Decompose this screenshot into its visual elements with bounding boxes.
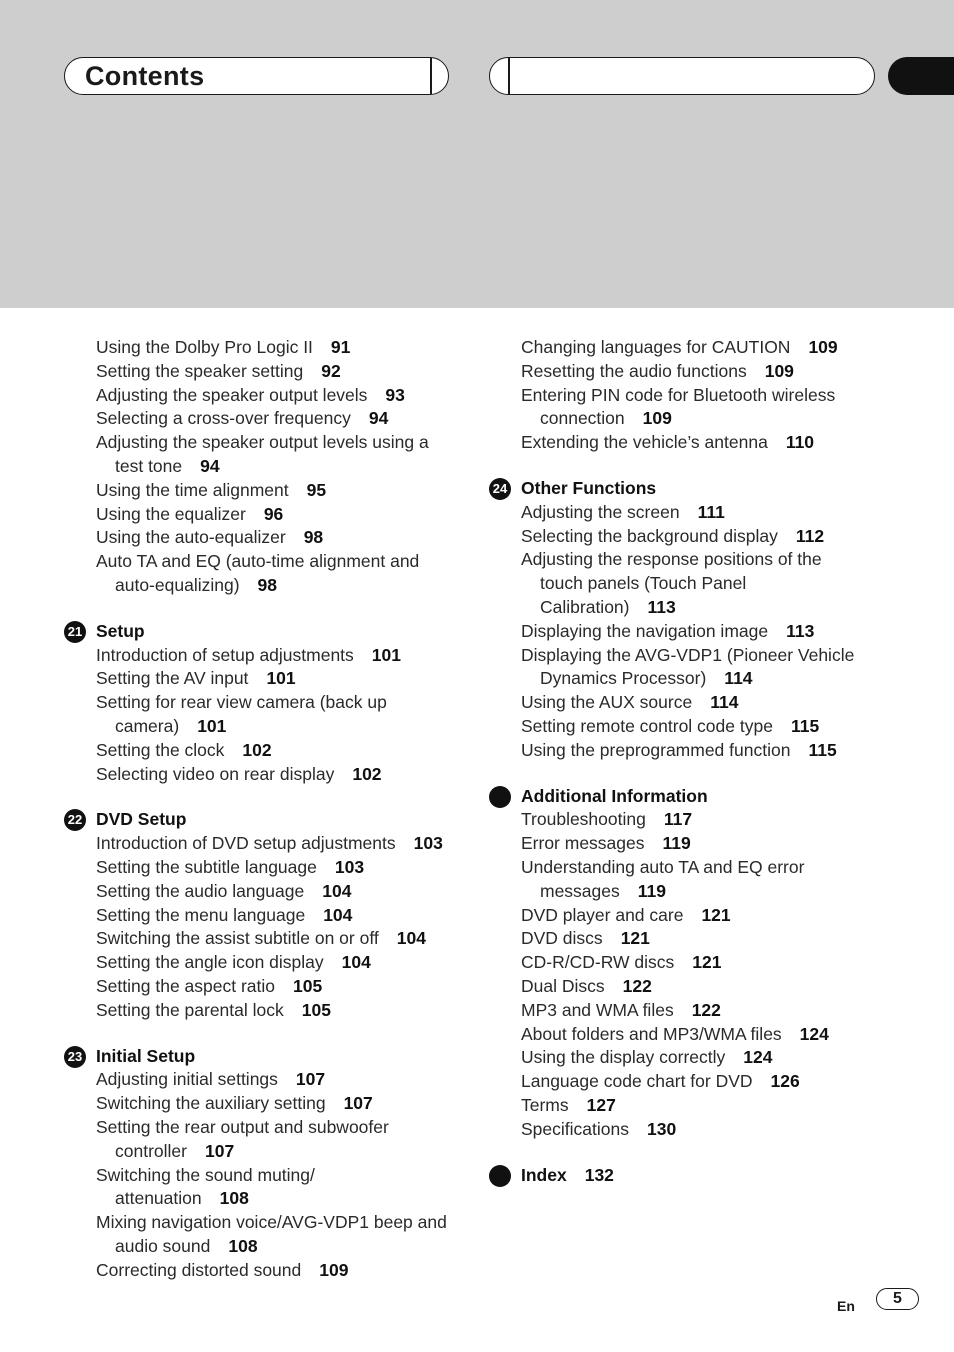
- toc-page-number: 109: [319, 1259, 349, 1280]
- toc-page-number: 121: [692, 952, 722, 973]
- toc-page-number: 107: [295, 1069, 326, 1090]
- toc-entry-continuation: [521, 596, 889, 620]
- toc-entry-text: Adjusting the speaker output levels using a: [96, 432, 429, 453]
- toc-entry[interactable]: [96, 927, 464, 951]
- toc-entry-continuation-text: camera): [115, 715, 180, 736]
- toc-entry[interactable]: [96, 1164, 464, 1212]
- toc-entry-text: Setting the speaker setting: [96, 360, 304, 381]
- toc-entry-text: Using the preprogrammed function: [521, 739, 791, 760]
- toc-page-number: 91: [330, 337, 351, 357]
- toc-right-column: [489, 336, 889, 1187]
- chapter-heading[interactable]: [67, 620, 464, 644]
- toc-entry[interactable]: [521, 856, 889, 904]
- toc-entry-text: Switching the assist subtitle on or off: [96, 928, 379, 949]
- toc-page-number: 109: [642, 408, 672, 429]
- toc-entry[interactable]: [521, 739, 889, 763]
- toc-entry[interactable]: [96, 503, 464, 527]
- chapter-heading[interactable]: [67, 808, 464, 832]
- toc-entry-text: Setting the parental lock: [96, 999, 284, 1020]
- toc-entry-text: Setting the AV input: [96, 668, 249, 689]
- toc-page-number: 108: [219, 1188, 249, 1209]
- toc-entry-text: Adjusting the response positions of the: [521, 549, 822, 570]
- toc-entry[interactable]: [96, 384, 464, 408]
- toc-entry-continuation: [521, 407, 889, 431]
- chapter-title: Setup: [96, 620, 145, 641]
- toc-page-number: 103: [413, 833, 443, 854]
- toc-page-number: 113: [786, 620, 815, 641]
- toc-page-number: 98: [303, 527, 324, 548]
- toc-entry-text: Using the Dolby Pro Logic II: [96, 337, 313, 357]
- toc-entry[interactable]: [521, 951, 889, 975]
- toc-page-number: 92: [321, 360, 341, 381]
- chapter-heading[interactable]: [492, 477, 889, 501]
- toc-page-number: 94: [368, 408, 389, 429]
- chapter-title: Additional Information: [521, 785, 708, 806]
- footer-language: En: [837, 1298, 855, 1314]
- toc-page-number: 124: [799, 1023, 829, 1044]
- toc-page-number: 101: [197, 715, 227, 736]
- toc-page-number: 114: [724, 668, 753, 689]
- toc-entry-text: Understanding auto TA and EQ error: [521, 856, 805, 877]
- toc-entry[interactable]: [521, 548, 889, 619]
- toc-entry-continuation-text: touch panels (Touch Panel: [540, 573, 747, 594]
- chapter-title: Initial Setup: [96, 1045, 196, 1066]
- section-box-divider: [508, 58, 510, 94]
- toc-page-number: 93: [385, 384, 405, 405]
- toc-entry-continuation: [96, 574, 464, 598]
- toc-entry-text: Adjusting the speaker output levels: [96, 384, 368, 405]
- toc-page-number: 126: [770, 1071, 800, 1092]
- toc-entry[interactable]: [521, 691, 889, 715]
- toc-page-number: 119: [637, 880, 666, 901]
- toc-entry[interactable]: [96, 526, 464, 550]
- toc-entry-continuation-text: controller: [115, 1140, 187, 1161]
- toc-entry[interactable]: [96, 1092, 464, 1116]
- toc-entry-text: CD-R/CD-RW discs: [521, 952, 675, 973]
- toc-page-number: 127: [586, 1094, 616, 1115]
- toc-entry[interactable]: [521, 384, 889, 432]
- toc-entry-text: Using the time alignment: [96, 479, 289, 500]
- chapter-number-badge: [489, 786, 511, 808]
- chapter-title: Other Functions: [521, 477, 657, 498]
- chapter-number-badge: [489, 1165, 511, 1187]
- toc-entry[interactable]: [521, 1046, 889, 1070]
- toc-entry[interactable]: [521, 501, 889, 525]
- toc-page-number: 113: [647, 596, 676, 617]
- toc-entry-continuation-text: messages: [540, 880, 620, 901]
- toc-page-number: 117: [663, 809, 693, 830]
- toc-entry-text: Mixing navigation voice/AVG-VDP1 beep and: [96, 1212, 447, 1233]
- toc-entry-continuation-text: auto-equalizing): [115, 574, 240, 595]
- toc-entry-text: Setting the aspect ratio: [96, 975, 275, 996]
- toc-entry[interactable]: [96, 1211, 464, 1259]
- toc-entry[interactable]: [96, 407, 464, 431]
- toc-page-number: 130: [646, 1118, 677, 1139]
- chapter-number-badge: 21: [64, 621, 86, 643]
- toc-entry-text: MP3 and WMA files: [521, 999, 674, 1020]
- toc-entry-text: Resetting the audio functions: [521, 360, 747, 381]
- toc-entry[interactable]: [521, 832, 889, 856]
- toc-page-number: 121: [701, 904, 731, 925]
- toc-entry[interactable]: [96, 975, 464, 999]
- toc-page-number: 108: [228, 1235, 258, 1256]
- toc-entry-text: Switching the auxiliary setting: [96, 1093, 326, 1114]
- toc-entry-continuation-text: connection: [540, 408, 625, 429]
- toc-entry-continuation-text: attenuation: [115, 1188, 202, 1209]
- toc-entry[interactable]: [521, 1118, 889, 1142]
- toc-entry-continuation: [96, 715, 464, 739]
- title-box: [64, 57, 449, 95]
- chapter-number-badge: 22: [64, 809, 86, 831]
- chapter-heading[interactable]: [67, 1045, 464, 1069]
- chapter-number-badge: 24: [489, 478, 511, 500]
- toc-entry[interactable]: [96, 1116, 464, 1164]
- toc-entry-text: Setting the rear output and subwoofer: [96, 1116, 389, 1137]
- toc-entry-text: Introduction of setup adjustments: [96, 644, 354, 665]
- toc-page-number: 104: [341, 952, 371, 973]
- toc-page-number: 112: [795, 525, 825, 546]
- toc-page-number: 105: [293, 975, 323, 996]
- toc-page-number: 105: [301, 999, 331, 1020]
- toc-entry-text: Using the equalizer: [96, 503, 246, 524]
- toc-left-column: [64, 336, 464, 1282]
- chapter-number-badge: 23: [64, 1046, 86, 1068]
- toc-page-number: 95: [306, 479, 327, 500]
- toc-entry-text: Selecting the background display: [521, 525, 778, 546]
- toc-entry[interactable]: [521, 1023, 889, 1047]
- toc-entry[interactable]: [521, 336, 889, 360]
- toc-entry[interactable]: [96, 360, 464, 384]
- toc-entry[interactable]: [521, 927, 889, 951]
- toc-entry-continuation: [96, 1140, 464, 1164]
- title-box-divider: [430, 58, 432, 94]
- toc-entry[interactable]: [521, 1094, 889, 1118]
- toc-page-number: 111: [697, 501, 725, 522]
- toc-page-number: 104: [323, 904, 353, 925]
- toc-entry-text: Using the AUX source: [521, 692, 693, 713]
- toc-entry-text: Setting the clock: [96, 739, 225, 760]
- toc-entry-text: Dual Discs: [521, 975, 605, 996]
- toc-entry[interactable]: [96, 739, 464, 763]
- toc-page-number: 102: [352, 763, 382, 784]
- toc-entry[interactable]: [521, 360, 889, 384]
- toc-entry-text: Adjusting initial settings: [96, 1069, 278, 1090]
- toc-page-number: 104: [322, 880, 352, 901]
- toc-entry-continuation: [96, 1235, 464, 1259]
- toc-entry-text: Selecting video on rear display: [96, 763, 335, 784]
- toc-entry-text: Setting for rear view camera (back up: [96, 692, 387, 713]
- toc-page-number: 102: [242, 739, 272, 760]
- header-band: [0, 0, 954, 308]
- toc-entry-text: DVD player and care: [521, 904, 684, 925]
- toc-page-number: 98: [257, 574, 277, 595]
- toc-entry-text: Switching the sound muting/: [96, 1164, 315, 1185]
- toc-entry-text: Displaying the AVG-VDP1 (Pioneer Vehicle: [521, 644, 855, 665]
- toc-page-number: 109: [808, 337, 838, 357]
- toc-page-number: 94: [200, 455, 220, 476]
- toc-entry-text: Using the display correctly: [521, 1047, 726, 1068]
- toc-page-number: 109: [764, 360, 794, 381]
- toc-page-number: 115: [790, 715, 820, 736]
- section-label-box: [489, 57, 875, 95]
- toc-entry-text: Troubleshooting: [521, 809, 646, 830]
- chapter-title: DVD Setup: [96, 809, 187, 830]
- toc-entry[interactable]: [96, 644, 464, 668]
- toc-entry-text: Displaying the navigation image: [521, 620, 769, 641]
- toc-page-number: 107: [343, 1093, 373, 1114]
- toc-entry[interactable]: [521, 1070, 889, 1094]
- toc-entry[interactable]: [521, 715, 889, 739]
- toc-page-number: 121: [620, 928, 650, 949]
- toc-entry[interactable]: [96, 550, 464, 598]
- toc-page-number: 119: [662, 833, 691, 854]
- toc-entry[interactable]: [96, 763, 464, 787]
- toc-entry-continuation-text: test tone: [115, 455, 183, 476]
- toc-entry-continuation: [521, 572, 889, 596]
- toc-entry-text: Setting the subtitle language: [96, 856, 317, 877]
- toc-entry-continuation: [521, 667, 889, 691]
- toc-page-number: 107: [204, 1140, 235, 1161]
- toc-entry[interactable]: [96, 431, 464, 479]
- toc-entry[interactable]: [96, 336, 464, 360]
- toc-page-number: 96: [263, 503, 284, 524]
- toc-page-number: 101: [266, 668, 296, 689]
- chapter-heading[interactable]: [521, 1164, 889, 1188]
- toc-entry[interactable]: [521, 620, 889, 644]
- toc-entry-text: Adjusting the screen: [521, 501, 680, 522]
- toc-entry[interactable]: [96, 1068, 464, 1092]
- toc-entry[interactable]: [96, 667, 464, 691]
- footer-page-number: 5: [876, 1288, 919, 1310]
- toc-entry[interactable]: [521, 808, 889, 832]
- toc-entry[interactable]: [96, 856, 464, 880]
- toc-entry[interactable]: [96, 691, 464, 739]
- chapter-tab-marker: [888, 57, 954, 95]
- toc-page-number: 101: [371, 644, 401, 665]
- toc-entry[interactable]: [96, 1259, 464, 1283]
- page-title: Contents: [85, 61, 205, 91]
- toc-entry[interactable]: [96, 999, 464, 1023]
- toc-entry-text: Introduction of DVD setup adjustments: [96, 833, 396, 854]
- toc-entry-text: Setting the audio language: [96, 880, 305, 901]
- toc-entry[interactable]: [521, 431, 889, 455]
- toc-entry-text: Setting the menu language: [96, 904, 306, 925]
- toc-page-number: 103: [334, 856, 365, 877]
- toc-entry-continuation: [521, 880, 889, 904]
- toc-page-number: 122: [622, 975, 652, 996]
- toc-entry-text: DVD discs: [521, 928, 603, 949]
- toc-entry-text: Specifications: [521, 1118, 629, 1139]
- toc-entry-text: Setting remote control code type: [521, 715, 773, 736]
- toc-entry-continuation-text: Calibration): [540, 596, 630, 617]
- toc-entry-text: Auto TA and EQ (auto-time alignment and: [96, 551, 420, 572]
- toc-entry-text: Setting the angle icon display: [96, 952, 324, 973]
- toc-page-number: 110: [785, 432, 815, 453]
- toc-entry-text: Error messages: [521, 833, 645, 854]
- toc-entry-text: Changing languages for CAUTION: [521, 337, 791, 357]
- toc-page-number: 114: [710, 692, 739, 713]
- toc-entry[interactable]: [521, 525, 889, 549]
- toc-entry-text: Terms: [521, 1094, 569, 1115]
- toc-entry[interactable]: [521, 644, 889, 692]
- toc-entry[interactable]: [521, 975, 889, 999]
- toc-entry-continuation: [96, 1187, 464, 1211]
- toc-entry-text: Correcting distorted sound: [96, 1259, 302, 1280]
- toc-page-number: 104: [396, 928, 426, 949]
- toc-entry-text: About folders and MP3/WMA files: [521, 1023, 782, 1044]
- toc-entry-continuation-text: Dynamics Processor): [540, 668, 707, 689]
- toc-entry-text: Extending the vehicle’s antenna: [521, 432, 768, 453]
- toc-entry-text: Language code chart for DVD: [521, 1071, 753, 1092]
- toc-entry[interactable]: [521, 904, 889, 928]
- toc-entry[interactable]: [96, 904, 464, 928]
- toc-page-number: 124: [743, 1047, 773, 1068]
- toc-entry[interactable]: [96, 951, 464, 975]
- toc-entry-text: Entering PIN code for Bluetooth wireless: [521, 384, 836, 405]
- toc-entry[interactable]: [96, 880, 464, 904]
- toc-page-number: 115: [808, 739, 837, 760]
- toc-entry[interactable]: [96, 832, 464, 856]
- toc-entry[interactable]: [96, 479, 464, 503]
- toc-page-number: 132: [584, 1164, 614, 1185]
- toc-entry-continuation: [96, 455, 464, 479]
- toc-entry[interactable]: [521, 999, 889, 1023]
- toc-entry-continuation-text: audio sound: [115, 1235, 211, 1256]
- toc-page-number: 122: [691, 999, 721, 1020]
- toc-entry-text: Using the auto-equalizer: [96, 527, 286, 548]
- toc-entry-text: Selecting a cross-over frequency: [96, 408, 351, 429]
- chapter-heading[interactable]: [521, 785, 889, 809]
- chapter-title: Index: [521, 1164, 567, 1185]
